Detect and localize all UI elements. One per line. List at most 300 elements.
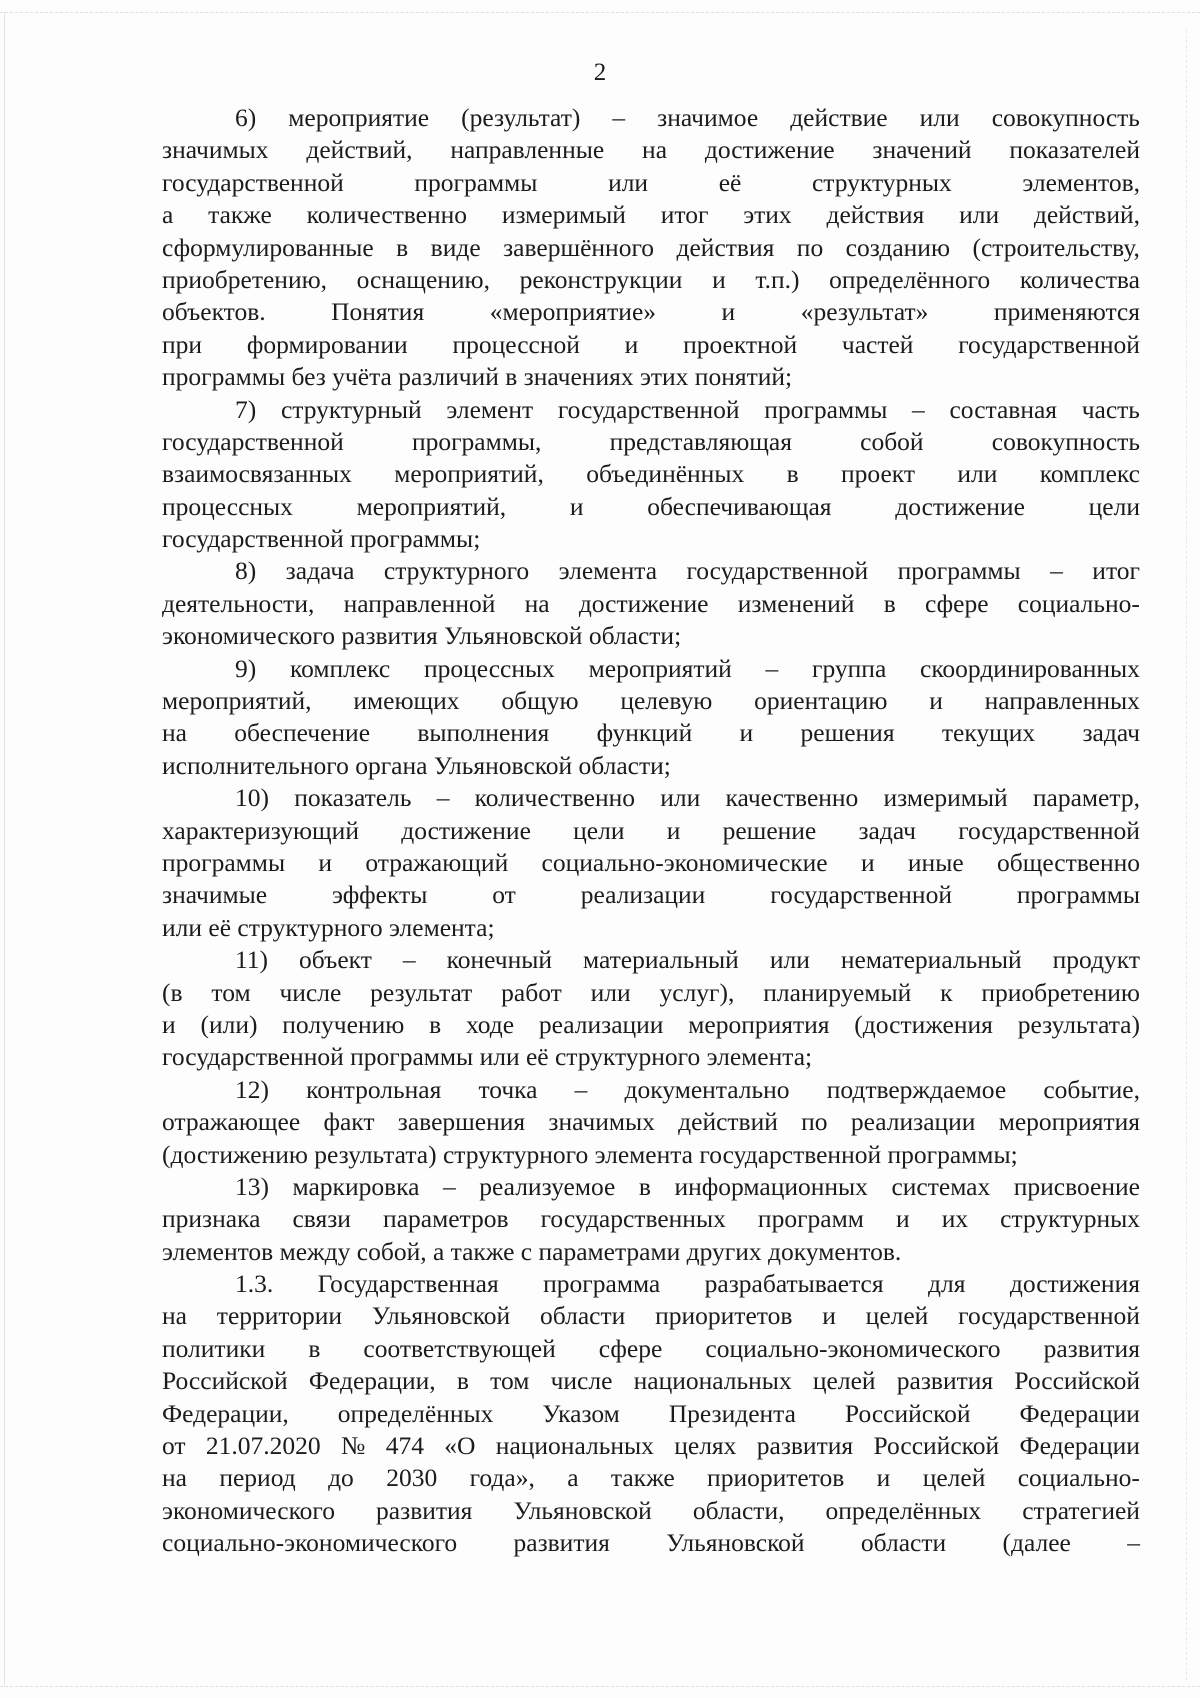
text-line: [162, 102, 1140, 134]
text-line: [162, 1139, 1140, 1171]
word: и: [739, 718, 754, 748]
word: и: [822, 1301, 836, 1331]
word: выполнения: [417, 718, 550, 748]
word: программы: [764, 394, 888, 424]
word: мероприятия: [688, 1009, 830, 1039]
word: «мероприятие»: [489, 297, 657, 327]
word: (далее: [1002, 1528, 1071, 1558]
word: программа: [543, 1269, 661, 1299]
word: развития: [376, 1495, 473, 1525]
word: объединённых: [586, 459, 745, 489]
word: взаимосвязанных: [162, 459, 352, 489]
word: сфере: [924, 588, 989, 618]
text-line: [162, 815, 1140, 847]
word: действия: [676, 232, 775, 262]
word: значений: [872, 135, 972, 165]
word: реализации: [850, 1107, 976, 1137]
word: действий: [678, 1107, 778, 1137]
text-line: [162, 458, 1140, 490]
text-line: [162, 1268, 1140, 1300]
word: составная: [949, 394, 1058, 424]
word: а: [567, 1463, 579, 1493]
word: и: [929, 686, 943, 716]
word: или: [919, 103, 960, 132]
text-line-content: (достижению результата) структурного элемента государственной программы;: [162, 1139, 1018, 1169]
word: социально-: [1017, 1463, 1140, 1493]
scan-edge-right: [1186, 30, 1187, 1680]
word: в: [786, 459, 799, 489]
word: 21.07.2020: [205, 1431, 321, 1461]
word: государственной: [557, 394, 740, 424]
word: эффекты: [331, 880, 428, 910]
word: целей: [922, 1463, 986, 1493]
word: социально-экономические: [541, 847, 828, 877]
word: социально-: [1017, 588, 1140, 618]
word: –: [1127, 1528, 1140, 1558]
word: и: [712, 264, 726, 294]
word: проект: [840, 459, 915, 489]
word: и: [318, 847, 333, 877]
text-line: [162, 653, 1140, 685]
word: области: [860, 1528, 947, 1558]
word: собой: [860, 426, 924, 456]
word: социально-экономического: [162, 1528, 458, 1558]
word: цели: [1088, 491, 1140, 521]
word: значимое: [657, 103, 759, 132]
word: объектов.: [162, 297, 266, 327]
word: 11): [235, 945, 269, 975]
word: измеримый: [501, 200, 626, 230]
word: программы: [162, 847, 286, 877]
word: области: [540, 1301, 626, 1331]
word: 474: [385, 1431, 424, 1461]
word: нематериальный: [840, 945, 1022, 975]
word: представляющая: [609, 426, 792, 456]
word: продукт: [1052, 945, 1140, 975]
word: или: [608, 167, 649, 197]
word: показателей: [1009, 135, 1140, 165]
word: завершения: [397, 1107, 526, 1137]
word: –: [912, 394, 925, 424]
word: целей: [812, 1366, 876, 1396]
word: том: [490, 1366, 530, 1396]
word: маркировка: [292, 1171, 420, 1201]
word: также: [208, 200, 272, 230]
word: государственных: [540, 1204, 726, 1234]
text-line: [162, 361, 1140, 393]
word: т.п.): [755, 264, 800, 294]
word: программы: [414, 167, 538, 197]
word: параметров: [383, 1204, 509, 1234]
word: области,: [692, 1495, 785, 1525]
word: группа: [812, 653, 887, 683]
word: комплекс: [289, 653, 391, 683]
word: развития: [756, 1431, 854, 1461]
word: подтверждаемое: [826, 1074, 1007, 1104]
word: имеющих: [353, 686, 460, 716]
word: получению: [282, 1009, 405, 1039]
word: решения: [800, 718, 895, 748]
word: виде: [430, 232, 481, 262]
word: совокупность: [991, 426, 1140, 456]
word: национальных: [633, 1366, 792, 1396]
word: приобретению,: [162, 264, 328, 294]
scan-edge-left: [4, 12, 5, 1686]
text-line: [162, 264, 1140, 296]
word: сфере: [598, 1333, 663, 1363]
text-line-content: или её структурного элемента;: [162, 912, 495, 942]
word: факт: [323, 1107, 375, 1137]
word: определённого: [829, 264, 991, 294]
word: направленные: [450, 135, 605, 165]
word: государственной: [958, 1301, 1140, 1331]
text-line: [162, 1009, 1140, 1041]
word: при: [162, 329, 203, 359]
word: или: [660, 783, 701, 813]
word: их: [941, 1204, 969, 1234]
word: скоординированных: [920, 653, 1140, 683]
word: к: [940, 977, 953, 1007]
word: политики: [162, 1333, 266, 1363]
word: 1.3.: [235, 1269, 274, 1299]
word: элемент: [446, 394, 534, 424]
word: параметр,: [1032, 783, 1140, 813]
word: часть: [1081, 394, 1140, 424]
word: также: [610, 1463, 675, 1493]
word: качественно: [725, 783, 859, 813]
word: 13): [235, 1171, 269, 1201]
word: завершённого: [503, 232, 655, 262]
word: результата): [1017, 1009, 1140, 1039]
text-line: [162, 134, 1140, 166]
word: программы,: [411, 426, 542, 456]
text-line: [162, 199, 1140, 231]
word: том: [211, 977, 251, 1007]
word: определённых: [825, 1495, 982, 1525]
word: –: [436, 783, 450, 813]
word: мероприятий,: [394, 459, 544, 489]
word: частей: [841, 329, 914, 359]
scan-edge-top: [0, 12, 1200, 13]
word: Государственная: [317, 1269, 499, 1299]
word: программы: [1016, 880, 1140, 910]
word: объект: [299, 945, 372, 975]
text-line: [162, 167, 1140, 199]
word: на: [524, 588, 550, 618]
word: целевую: [620, 686, 713, 716]
word: сформулированные: [162, 232, 374, 262]
word: и: [895, 1204, 910, 1234]
word: 10): [235, 783, 269, 813]
word: или: [590, 977, 631, 1007]
word: значимые: [162, 880, 268, 910]
word: для: [928, 1269, 966, 1299]
word: количественно: [474, 783, 636, 813]
word: ориентацию: [754, 686, 888, 716]
word: период: [219, 1463, 296, 1493]
word: –: [612, 103, 626, 132]
word: Федерации: [1019, 1431, 1140, 1461]
word: –: [765, 653, 779, 683]
word: «результат»: [800, 297, 929, 327]
word: направленных: [984, 686, 1140, 716]
word: экономического: [162, 1495, 335, 1525]
text-line: [162, 1074, 1140, 1106]
text-line: [162, 232, 1140, 264]
text-line-content: программы без учёта различий в значениях этих понятий;: [162, 362, 793, 392]
text-line: [162, 782, 1140, 814]
word: числе: [550, 1366, 613, 1396]
word: задач: [858, 815, 916, 845]
word: материальный: [583, 945, 739, 975]
word: текущих: [941, 718, 1036, 748]
word: документально: [624, 1074, 790, 1104]
text-line: [162, 394, 1140, 426]
document-body: [162, 102, 1140, 1560]
text-line: [162, 1527, 1140, 1559]
word: целей: [865, 1301, 929, 1331]
scan-edge-bottom: [0, 1686, 1200, 1687]
word: 6): [235, 103, 257, 132]
word: программ: [757, 1204, 864, 1234]
word: (строительству,: [972, 232, 1140, 262]
text-line-content: экономического развития Ульяновской области;: [162, 621, 682, 651]
word: реализации: [538, 1009, 664, 1039]
word: результат: [370, 977, 473, 1007]
text-line: [162, 717, 1140, 749]
word: и: [666, 815, 681, 845]
word: деятельности,: [162, 588, 315, 618]
word: национальных: [495, 1431, 654, 1461]
text-line-content: государственной программы;: [162, 524, 481, 554]
word: –: [402, 945, 416, 975]
word: –: [574, 1074, 588, 1104]
word: на: [162, 718, 187, 748]
word: количества: [1019, 264, 1140, 294]
word: 2030: [386, 1463, 438, 1493]
word: государственной: [958, 815, 1140, 845]
word: формировании: [246, 329, 408, 359]
word: и: [721, 297, 736, 327]
word: проектной: [683, 329, 798, 359]
word: по: [801, 1107, 828, 1137]
word: 7): [235, 394, 257, 424]
word: от: [492, 880, 516, 910]
word: (результат): [461, 103, 581, 132]
word: (достижения: [854, 1009, 993, 1039]
word: Ульяновской: [513, 1495, 652, 1525]
text-line: [162, 426, 1140, 458]
word: и: [569, 491, 584, 521]
word: значимых: [162, 135, 269, 165]
word: в: [456, 1366, 469, 1396]
word: достижение: [704, 135, 835, 165]
word: работ: [501, 977, 562, 1007]
text-line: [162, 1236, 1140, 1268]
word: государственной: [770, 880, 952, 910]
word: структурного: [383, 556, 530, 586]
word: до: [328, 1463, 354, 1493]
text-line: [162, 1495, 1140, 1527]
word: числе: [279, 977, 342, 1007]
word: конечный: [446, 945, 553, 975]
word: Ульяновской: [371, 1301, 511, 1331]
word: оснащению,: [356, 264, 490, 294]
word: Российской: [1014, 1366, 1140, 1396]
word: созданию: [845, 232, 950, 262]
text-line: [162, 491, 1140, 523]
word: комплекс: [1039, 459, 1140, 489]
word: реализуемое: [479, 1171, 616, 1201]
word: разрабатывается: [704, 1269, 884, 1299]
word: и: [876, 1463, 891, 1493]
text-line: [162, 847, 1140, 879]
word: обеспечение: [234, 718, 371, 748]
word: –: [443, 1171, 456, 1201]
word: действие: [790, 103, 888, 132]
word: мероприятия: [998, 1107, 1140, 1137]
word: государственной: [958, 329, 1140, 359]
text-line: [162, 555, 1140, 587]
word: 9): [235, 653, 257, 683]
word: территории: [216, 1301, 343, 1331]
word: Указом: [542, 1398, 620, 1428]
word: связи: [292, 1204, 351, 1234]
text-line: [162, 879, 1140, 911]
word: изменений: [737, 588, 855, 618]
word: действий,: [306, 135, 413, 165]
word: Федерации: [1019, 1398, 1140, 1428]
word: 8): [235, 556, 257, 586]
word: Российской: [162, 1366, 288, 1396]
word: достижение: [895, 491, 1025, 521]
word: достижение: [401, 815, 531, 845]
word: приоритетов: [707, 1463, 845, 1493]
word: итог: [1092, 556, 1140, 586]
word: №: [341, 1431, 366, 1461]
word: определённых: [337, 1398, 494, 1428]
word: отражающий: [365, 847, 509, 877]
word: действия: [826, 200, 925, 230]
word: обеспечивающая: [647, 491, 832, 521]
word: а: [162, 200, 174, 230]
word: структурный: [280, 394, 422, 424]
word: государственной: [162, 167, 344, 197]
word: развития: [896, 1366, 994, 1396]
word: в: [396, 232, 409, 262]
word: мероприятие: [288, 103, 430, 132]
word: совокупность: [991, 103, 1140, 132]
word: –: [1050, 556, 1063, 586]
word: действий,: [1033, 200, 1140, 230]
word: Федерации,: [308, 1366, 436, 1396]
word: развития: [1043, 1333, 1140, 1363]
word: социально-экономического: [705, 1333, 1001, 1363]
word: «О: [444, 1431, 476, 1461]
word: услуг),: [659, 977, 735, 1007]
word: Российской: [844, 1398, 971, 1428]
word: ходе: [465, 1009, 515, 1039]
text-line: [162, 1300, 1140, 1332]
word: элемента: [558, 556, 658, 586]
word: приобретению: [981, 977, 1140, 1007]
text-line: [162, 1106, 1140, 1138]
word: значимых: [548, 1107, 655, 1137]
word: процессных: [423, 653, 555, 683]
text-line: [162, 523, 1140, 555]
word: или: [769, 945, 810, 975]
word: Президента: [668, 1398, 796, 1428]
word: точка: [478, 1074, 538, 1104]
word: 12): [235, 1074, 269, 1104]
word: достижение: [578, 588, 709, 618]
word: иные: [907, 847, 964, 877]
word: развития: [513, 1528, 610, 1558]
word: цели: [573, 815, 625, 845]
word: процессной: [452, 329, 580, 359]
word: Ульяновской: [666, 1528, 805, 1558]
word: количественно: [306, 200, 468, 230]
word: задач: [1082, 718, 1140, 748]
word: решение: [722, 815, 817, 845]
text-line: [162, 1203, 1140, 1235]
word: этих: [743, 200, 792, 230]
word: программы: [897, 556, 1021, 586]
word: итог: [660, 200, 709, 230]
word: государственной: [686, 556, 869, 586]
word: приоритетов: [655, 1301, 793, 1331]
word: в: [308, 1333, 321, 1363]
word: государственной: [162, 426, 344, 456]
word: мероприятий,: [162, 686, 312, 716]
word: Федерации,: [162, 1398, 289, 1428]
word: в: [638, 1171, 651, 1201]
text-line: [162, 296, 1140, 328]
word: на: [642, 135, 668, 165]
word: контрольная: [306, 1074, 442, 1104]
text-line: [162, 750, 1140, 782]
word: достижения: [1009, 1269, 1140, 1299]
text-line-content: государственной программы или её структурного элемента;: [162, 1042, 813, 1072]
word: реконструкции: [519, 264, 683, 294]
word: структурных: [1000, 1204, 1140, 1234]
text-line: [162, 329, 1140, 361]
word: направленной: [343, 588, 496, 618]
word: реализации: [580, 880, 706, 910]
word: на: [162, 1463, 187, 1493]
page-number: 2: [593, 59, 607, 86]
word: мероприятий: [588, 653, 732, 683]
word: общественно: [996, 847, 1140, 877]
word: системах: [891, 1171, 991, 1201]
word: Понятия: [331, 297, 425, 327]
word: от: [162, 1431, 186, 1461]
word: планируемый: [763, 977, 912, 1007]
text-line: [162, 977, 1140, 1009]
text-line-content: элементов между собой, а также с параметрами других документов.: [162, 1236, 902, 1266]
word: (в: [162, 977, 183, 1007]
word: событие,: [1043, 1074, 1140, 1104]
text-line: [162, 1365, 1140, 1397]
word: соответствующей: [363, 1333, 556, 1363]
word: в: [429, 1009, 442, 1039]
word: отражающее: [162, 1107, 301, 1137]
word: признака: [162, 1204, 261, 1234]
text-line: [162, 1430, 1140, 1462]
word: Российской: [873, 1431, 1000, 1461]
text-line: [162, 685, 1140, 717]
word: на: [162, 1301, 187, 1331]
